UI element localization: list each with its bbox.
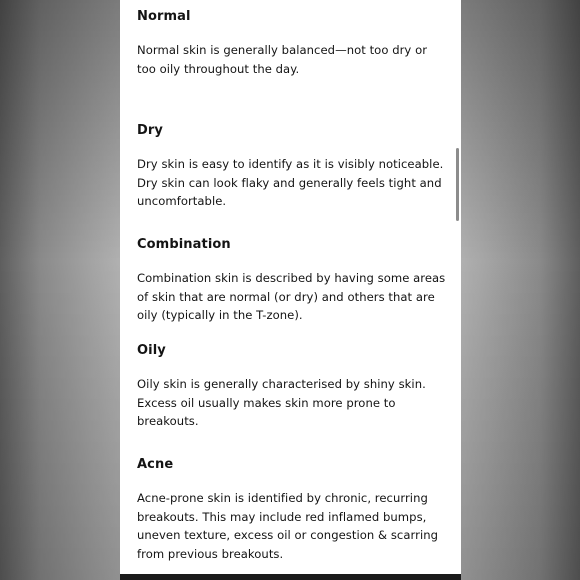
section-dry	[137, 123, 449, 211]
section-text-combination: Combination skin is described by having some areas of skin that are normal (or dry) and others that are oily (typically in the T-zone).	[137, 271, 446, 322]
section-text-acne: Acne-prone skin is identified by chronic, recurring breakouts. This may include red inflamed bumps, uneven texture, excess oil or congestion & scarring from previous breakouts.	[137, 491, 439, 561]
skin-type-content-page	[120, 0, 461, 574]
section-title-oily: Oily	[137, 343, 166, 358]
section-combination	[137, 237, 449, 325]
section-title-combination: Combination	[137, 237, 231, 252]
section-oily	[137, 343, 449, 431]
section-title-acne: Acne	[137, 457, 174, 472]
vertical-scrollbar[interactable]	[456, 148, 459, 221]
section-text-normal: Normal skin is generally balanced—not too dry or too oily throughout the day.	[137, 43, 428, 76]
section-title-dry: Dry	[137, 123, 163, 138]
section-text-dry: Dry skin is easy to identify as it is visibly noticeable. Dry skin can look flaky and generally feels tight and uncomfortable.	[137, 157, 444, 208]
background-right-blur	[461, 0, 580, 580]
section-text-oily: Oily skin is generally characterised by shiny skin. Excess oil usually makes skin more prone to breakouts.	[137, 377, 426, 428]
section-acne	[137, 457, 449, 563]
section-normal	[137, 9, 449, 78]
bottom-bar	[120, 574, 461, 580]
section-title-normal: Normal	[137, 9, 191, 24]
background-left-blur	[0, 0, 120, 580]
